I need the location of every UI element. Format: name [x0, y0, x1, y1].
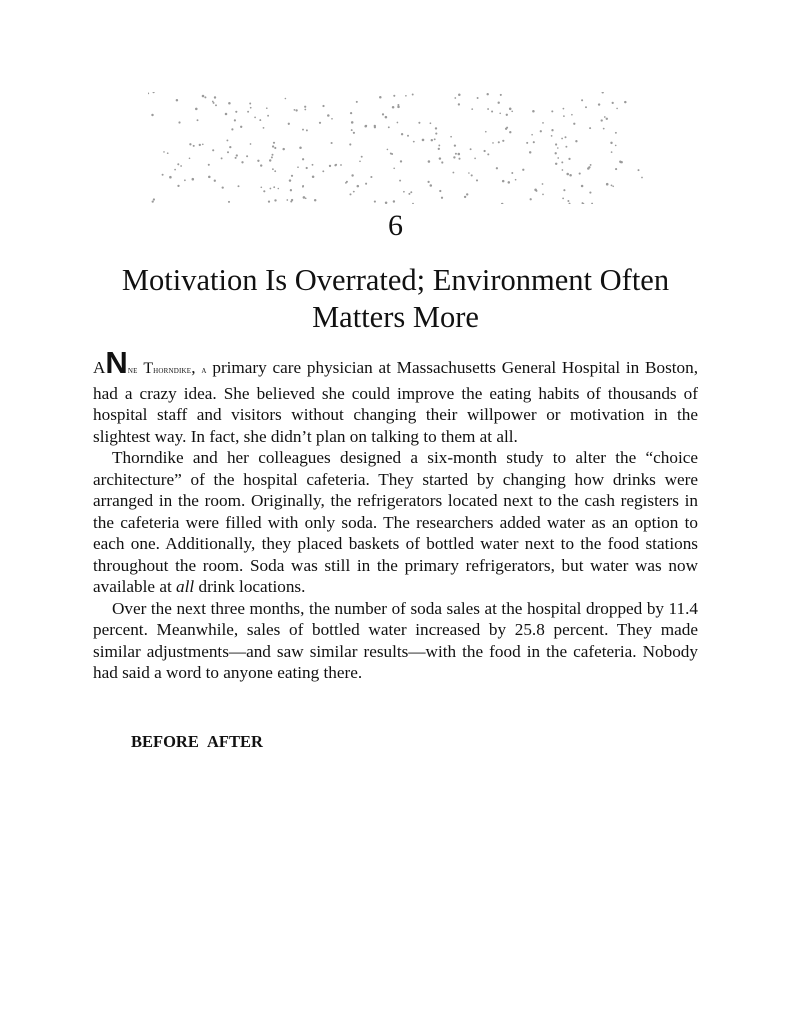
- ornament-dot: [540, 130, 542, 132]
- ornament-dot: [458, 103, 460, 105]
- ornament-dot: [485, 131, 487, 133]
- ornament-dot: [228, 201, 230, 203]
- paragraph-2-text-a: Thorndike and her colleagues designed a six-month study to alter the “choice architecture” of the hospital cafeteria. They started by changing how drinks were arranged in the room. Originally, the refrigerators located next to the cash registers in the cafeteria were filled with only soda. The researchers added water as an option to each one. Additionally, they placed baskets of bottled water next to the food stations throughout the room. Soda was still in the primary refrigerators, but water was now available at: [93, 448, 698, 596]
- ornament-dot: [272, 145, 274, 147]
- chapter-title: Motivation Is Overrated; Environment Often Matters More: [121, 263, 670, 334]
- ornament-dot: [351, 129, 353, 131]
- ornament-dot: [555, 152, 557, 154]
- ornament-dot: [295, 109, 297, 111]
- ornament-dot: [602, 92, 604, 94]
- ornament-dot: [229, 146, 231, 148]
- ornament-dot: [400, 160, 402, 162]
- ornament-dot: [439, 190, 441, 192]
- ornament-dot: [438, 144, 440, 146]
- ornament-dot: [302, 186, 304, 188]
- ornament-dot: [266, 107, 268, 109]
- ornament-dot: [615, 168, 617, 170]
- ornament-dot: [542, 122, 544, 124]
- paragraph-2: [93, 447, 698, 598]
- ornament-dot: [297, 166, 299, 168]
- ornament-dot: [453, 156, 455, 158]
- ornament-dot: [199, 144, 201, 146]
- ornament-dot: [273, 186, 275, 188]
- ornament-dot: [176, 99, 178, 101]
- ornament-dot: [569, 174, 572, 177]
- ornament-dot: [407, 135, 409, 137]
- ornament-dot: [269, 159, 271, 161]
- ornament-dot: [174, 169, 176, 171]
- ornament-dot: [616, 108, 618, 110]
- ornament-dot: [193, 145, 195, 147]
- ornament-dot: [391, 153, 393, 155]
- chapter-number: 6: [388, 209, 403, 242]
- ornament-dot: [272, 154, 274, 156]
- ornament-dot: [353, 191, 355, 193]
- ornament-dot: [303, 196, 306, 199]
- ornament-dot: [226, 139, 228, 141]
- ornament-dot: [202, 95, 205, 98]
- ornament-dot: [361, 156, 363, 158]
- ornament-dot: [606, 183, 609, 186]
- ornament-dot: [351, 121, 354, 124]
- ornament-dot: [274, 170, 276, 172]
- ornament-dot: [431, 139, 433, 141]
- opener-t: T: [143, 360, 154, 377]
- ornament-dot: [579, 173, 581, 175]
- ornament-dot: [197, 119, 199, 121]
- ornament-dot: [557, 157, 559, 159]
- ornament-dot: [304, 106, 306, 108]
- ornament-dot: [271, 156, 273, 158]
- ornament-dot: [162, 174, 164, 176]
- ornament-dot: [501, 203, 504, 204]
- ornament-dot: [502, 140, 504, 142]
- ornament-dot: [555, 163, 557, 165]
- ornament-dot: [322, 170, 324, 172]
- paragraph-1-text: primary care physician at Massachusetts General Hospital in Boston, had a crazy idea. She believed she could improve the eating habits of thousands of hospital staff and visitors without changing their willpower or motivation in the slightest way. In fact, she didn’t plan on talking to them at all.: [93, 358, 699, 446]
- ornament-dot: [290, 189, 292, 191]
- ornament-dot: [441, 197, 443, 199]
- ornament-dot: [405, 95, 407, 97]
- ornament-dot: [212, 149, 214, 151]
- ornament-dot: [454, 144, 456, 146]
- ornament-dot: [153, 198, 155, 200]
- ornament-dot: [385, 116, 388, 119]
- ornament-dot: [506, 114, 508, 116]
- ornament-dot: [551, 110, 553, 112]
- ornament-dot: [246, 155, 248, 157]
- ornament-dot: [331, 142, 333, 144]
- ornament-dot: [585, 106, 587, 108]
- ornament-dot: [500, 94, 502, 96]
- ornament-dot: [638, 169, 640, 171]
- ornament-dot: [470, 148, 472, 150]
- ornament-dot: [505, 128, 507, 130]
- ornament-dot: [563, 189, 565, 191]
- ornament-dot: [458, 153, 461, 156]
- ornament-dot: [611, 184, 613, 186]
- ornament-dot: [213, 102, 215, 104]
- figure-label-after: AFTER: [206, 732, 263, 751]
- ornament-dot: [247, 111, 249, 113]
- ornament-dot: [487, 153, 489, 155]
- ornament-dot: [567, 200, 569, 202]
- ornament-dot: [235, 157, 237, 159]
- opener-small-caps-ne: NE: [127, 367, 138, 375]
- ornament-dot: [152, 200, 154, 202]
- ornament-dot: [277, 188, 279, 190]
- ornament-dot: [270, 188, 272, 190]
- ornament-dot: [305, 197, 307, 199]
- ornament-dot: [575, 140, 577, 142]
- ornament-dot: [487, 108, 489, 110]
- ornament-dot: [202, 143, 204, 145]
- ornament-dot: [263, 127, 265, 129]
- ornament-dot: [604, 116, 606, 118]
- chapter-ornament: [148, 92, 643, 204]
- ornament-dot: [399, 180, 401, 182]
- emphasis-all: all: [176, 577, 195, 596]
- ornament-dot: [533, 141, 535, 143]
- ornament-dot: [387, 149, 389, 151]
- ornament-dot: [430, 122, 432, 124]
- ornament-dot: [322, 105, 324, 107]
- ornament-dot: [571, 114, 573, 116]
- ornament-dot: [274, 147, 276, 149]
- ornament-dot: [435, 133, 437, 135]
- ornament-dot: [581, 185, 584, 188]
- ornament-dot: [476, 179, 478, 181]
- ornament-dot: [464, 196, 466, 198]
- ornament-dot: [610, 142, 612, 144]
- ornament-dot: [374, 125, 376, 127]
- ornament-dot: [393, 95, 395, 97]
- ornament-dot: [392, 106, 395, 109]
- ornament-dot: [312, 176, 315, 179]
- ornament-dot: [302, 129, 304, 131]
- paragraph-2-text-b: drink locations.: [198, 577, 306, 596]
- ornament-dot: [351, 174, 353, 176]
- ornament-dot: [282, 148, 284, 150]
- ornament-dot: [606, 118, 608, 120]
- ornament-dot: [312, 164, 314, 166]
- ornament-dot: [566, 173, 569, 176]
- ornament-dot: [236, 154, 238, 156]
- ornament-dot: [435, 127, 437, 129]
- ornament-dot: [483, 150, 485, 152]
- ornament-dot: [184, 179, 186, 181]
- drop-cap-letter: N: [105, 345, 128, 380]
- ornament-dot: [529, 151, 531, 153]
- ornament-dot: [615, 145, 617, 147]
- ornament-dot: [268, 201, 270, 203]
- ornament-dot: [238, 185, 240, 187]
- ornament-dot: [589, 127, 591, 129]
- ornament-dot: [413, 141, 415, 143]
- ornament-dot: [374, 201, 376, 203]
- ornament-dot: [299, 146, 302, 149]
- opener-comma: ,: [191, 358, 196, 377]
- ornament-dot: [615, 132, 617, 134]
- ornament-dot: [285, 98, 287, 100]
- ornament-dot: [235, 111, 237, 113]
- ornament-dot: [331, 118, 333, 120]
- ornament-dot: [385, 202, 388, 204]
- chapter-body: [93, 345, 699, 684]
- ornament-dot: [466, 193, 468, 195]
- ornament-dot: [589, 192, 591, 194]
- ornament-dot: [234, 119, 236, 121]
- ornament-dot: [536, 190, 538, 192]
- ornament-dot: [422, 139, 425, 142]
- ornament-dot: [568, 158, 570, 160]
- ornament-dot: [582, 202, 584, 204]
- ornament-dot: [306, 167, 308, 169]
- ornament-dot: [151, 114, 153, 116]
- ornament-dot: [468, 172, 470, 174]
- ornament-dot: [314, 199, 316, 201]
- ornament-dot: [346, 181, 348, 183]
- ornament-dot: [454, 97, 456, 99]
- ornament-dot: [438, 148, 440, 150]
- ornament-dot: [557, 147, 559, 149]
- ornament-dot: [581, 99, 583, 101]
- ornament-dot: [412, 94, 414, 96]
- ornament-dot: [294, 109, 296, 111]
- figure-labels: [131, 732, 263, 752]
- ornament-dot: [612, 102, 614, 104]
- ornament-dot: [502, 180, 505, 183]
- ornament-dot: [515, 179, 517, 181]
- ornament-dot: [471, 174, 473, 176]
- ornament-dot: [306, 129, 308, 131]
- ornament-dot: [601, 119, 603, 121]
- ornament-dot: [474, 158, 476, 160]
- ornament-dot: [487, 93, 489, 95]
- ornament-dot: [254, 117, 256, 119]
- ornament-dot: [452, 172, 454, 174]
- ornament-dot: [603, 128, 605, 130]
- ornament-dot: [177, 163, 179, 165]
- ornament-dot: [227, 151, 229, 153]
- ornament-dot: [496, 167, 498, 169]
- ornament-dot: [250, 143, 252, 145]
- opener-small-a: A: [201, 367, 207, 375]
- ornament-dot: [250, 107, 252, 109]
- ornament-dot: [260, 186, 262, 188]
- ornament-dot: [492, 142, 494, 144]
- ornament-dot: [397, 122, 399, 124]
- ornament-dot: [263, 190, 265, 192]
- ornament-dot: [624, 101, 626, 103]
- ornament-dot: [353, 132, 355, 134]
- ornament-dot: [208, 164, 210, 166]
- ornament-dot: [397, 106, 400, 109]
- ornament-dot: [641, 177, 643, 179]
- ornament-dot: [241, 161, 243, 163]
- ornament-dot: [148, 93, 149, 95]
- figure-label-before: BEFORE: [131, 732, 199, 751]
- ornament-dot: [291, 175, 293, 177]
- ornament-dot: [163, 151, 165, 153]
- ornament-dot: [565, 136, 567, 138]
- ornament-dot: [526, 142, 528, 144]
- ornament-dot: [273, 142, 275, 144]
- ornament-dot: [291, 199, 293, 201]
- ornament-dot: [359, 160, 361, 162]
- ornament-dot: [249, 103, 251, 105]
- ornament-dot: [403, 191, 405, 193]
- ornament-dot: [178, 121, 180, 123]
- ornament-dot: [228, 102, 231, 105]
- ornament-dot: [302, 158, 304, 160]
- ornament-dot: [319, 122, 321, 124]
- ornament-dot: [397, 104, 399, 106]
- ornament-dot: [522, 169, 524, 171]
- ornament-dot: [401, 133, 403, 135]
- ornament-dot: [562, 198, 564, 200]
- ornament-dot: [231, 128, 233, 130]
- ornament-dot: [208, 176, 211, 179]
- ornament-dot: [177, 185, 179, 187]
- ornament-dot: [364, 125, 367, 128]
- ornament-dot: [542, 183, 544, 185]
- ornament-dot: [612, 186, 614, 188]
- paragraph-1: [93, 345, 699, 447]
- ornament-dot: [180, 165, 182, 167]
- ornament-dot: [382, 113, 384, 115]
- paragraph-3: Over the next three months, the number of soda sales at the hospital dropped by 11.4 percent. Meanwhile, sales of bottled water increased by 25.8 percent. They made similar adjustments—and saw similar results—with the food in the cafeteria. Nobody had said a word to anyone eating there.: [93, 598, 698, 682]
- ornament-dot: [329, 165, 331, 167]
- ornament-dot: [221, 157, 223, 159]
- ornament-dot: [349, 143, 351, 145]
- ornament-dot: [334, 164, 336, 166]
- ornament-dot: [455, 153, 457, 155]
- ornament-dot: [458, 158, 460, 160]
- ornament-dot: [240, 126, 242, 128]
- ornament-dot: [169, 176, 172, 179]
- ornament-dot: [370, 176, 372, 178]
- ornament-dot: [562, 169, 564, 171]
- ornament-dot: [531, 134, 533, 136]
- ornament-dot: [388, 126, 390, 128]
- ornament-dot: [573, 123, 575, 125]
- ornament-dot: [214, 96, 216, 98]
- ornament-dot: [471, 108, 473, 110]
- ornament-dot: [598, 103, 600, 105]
- ornament-dot: [563, 115, 565, 117]
- ornament-dot: [498, 102, 500, 104]
- ornament-dot: [215, 104, 217, 106]
- ornament-dot: [225, 113, 228, 116]
- ornament-dot: [356, 101, 358, 103]
- ornament-dot: [204, 96, 206, 98]
- ornament-dot: [379, 96, 382, 99]
- ornament-dot: [441, 161, 443, 163]
- ornament-dot: [439, 157, 441, 159]
- ornament-dot: [189, 143, 191, 145]
- ornament-dot: [428, 160, 431, 163]
- ornament-dot: [551, 129, 553, 131]
- ornament-dot: [350, 112, 352, 114]
- ornament-dot: [259, 119, 261, 121]
- ornament-dot: [393, 167, 395, 169]
- ornament-dot: [508, 181, 511, 184]
- opener-small-caps-surname: HORNDIKE: [153, 367, 192, 375]
- ornament-dot: [167, 152, 169, 154]
- ornament-dot: [430, 184, 433, 187]
- ornament-dot: [195, 108, 198, 111]
- ornament-dot: [561, 161, 563, 163]
- ornament-dot: [532, 110, 535, 113]
- ornament-dot: [412, 203, 414, 204]
- ornament-dot: [511, 110, 513, 112]
- ornament-dot: [418, 122, 420, 124]
- ornament-dot: [530, 198, 532, 200]
- ornament-dot: [340, 164, 342, 166]
- ornament-dot: [620, 161, 622, 163]
- ornament-dot: [286, 199, 288, 201]
- ornament-dot: [477, 97, 479, 99]
- ornament-dot: [272, 168, 274, 170]
- ornament-dot: [590, 164, 592, 166]
- ornament-dot: [408, 193, 410, 195]
- ornament-dot: [349, 193, 351, 195]
- ornament-dot: [611, 151, 613, 153]
- ornament-dot: [561, 138, 563, 140]
- ornament-dot: [491, 110, 493, 112]
- ornament-dot: [274, 199, 276, 201]
- ornament-dot: [365, 183, 367, 185]
- ornament-dot: [257, 160, 259, 162]
- opener-a: A: [93, 358, 106, 377]
- ornament-dot: [509, 108, 512, 111]
- ornament-dot: [511, 172, 513, 174]
- ornament-dot: [458, 94, 461, 97]
- ornament-dot: [434, 138, 436, 140]
- ornament-dot: [565, 146, 567, 148]
- ornament-dot: [288, 123, 290, 125]
- ornament-dot: [267, 115, 269, 117]
- ornament-dot: [498, 141, 500, 143]
- ornament-dot: [450, 136, 452, 138]
- ornament-dot: [587, 167, 590, 170]
- ornament-dot: [427, 181, 429, 183]
- ornament-dot: [542, 194, 544, 196]
- ornament-dot: [591, 203, 593, 204]
- ornament-dot: [153, 92, 155, 93]
- ornament-dot: [410, 191, 412, 193]
- ornament-dot: [222, 186, 224, 188]
- ornament-dot: [192, 178, 195, 181]
- ornament-dot: [551, 135, 553, 137]
- ornament-dot: [509, 131, 511, 133]
- ornament-dot: [499, 113, 501, 115]
- ornament-dot: [289, 179, 291, 181]
- ornament-dot: [555, 143, 557, 145]
- ornament-dot: [393, 200, 395, 202]
- ornament-dot: [189, 157, 191, 159]
- ornament-dot: [327, 114, 330, 117]
- ornament-dot: [304, 109, 306, 111]
- ornament-dot: [214, 180, 216, 182]
- ornament-dot: [569, 203, 571, 204]
- ornament-dot: [260, 164, 262, 166]
- ornament-dot: [563, 108, 565, 110]
- ornament-dot: [357, 185, 360, 188]
